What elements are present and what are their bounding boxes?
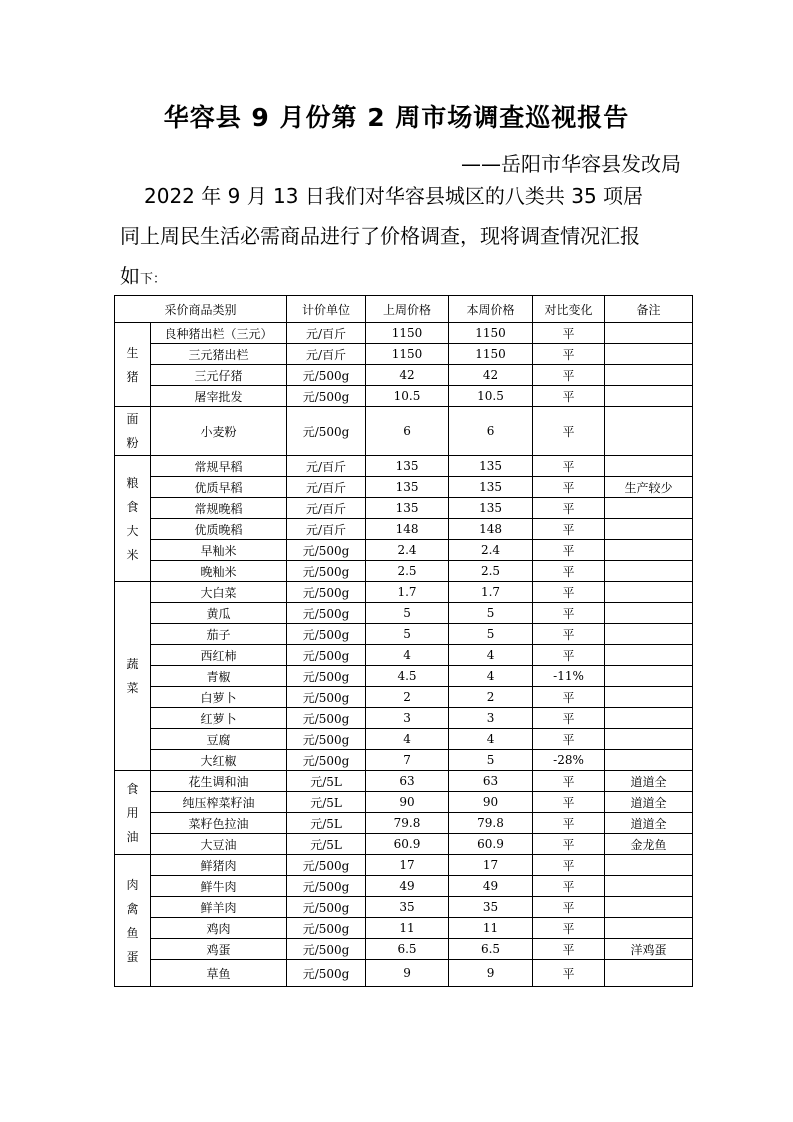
change-cell: 平 [533,708,605,729]
this-week-price-cell: 49 [449,876,533,897]
note-cell [605,876,693,897]
table-row [115,407,693,456]
this-week-price-cell: 2.5 [449,561,533,582]
table-row [115,561,693,582]
note-cell [605,687,693,708]
item-name-cell: 三元猪出栏 [151,344,287,365]
item-name-cell: 茄子 [151,624,287,645]
item-name-cell: 常规早稻 [151,456,287,477]
item-name-cell: 西红柿 [151,645,287,666]
table-row [115,456,693,477]
change-cell: 平 [533,855,605,876]
table-row [115,666,693,687]
report-author: ——岳阳市华容县发改局 [461,152,681,176]
table-row [115,519,693,540]
change-cell: 平 [533,897,605,918]
change-cell: 平 [533,582,605,603]
category-char: 油 [126,829,139,844]
category-char: 鱼 [126,925,139,940]
item-name-cell: 小麦粉 [151,407,287,456]
item-name-cell: 豆腐 [151,729,287,750]
change-cell: -28% [533,750,605,771]
table-row [115,834,693,855]
last-week-price-cell: 135 [366,456,449,477]
change-cell: 平 [533,519,605,540]
table-row [115,365,693,386]
unit-cell: 元/500g [287,918,366,939]
change-cell: 平 [533,365,605,386]
note-cell [605,498,693,519]
unit-cell: 元/500g [287,750,366,771]
category-cell [115,456,151,582]
price-table [114,295,693,987]
note-cell: 道道全 [605,792,693,813]
note-cell [605,386,693,407]
category-cell [115,855,151,987]
last-week-price-cell: 135 [366,498,449,519]
note-cell [605,855,693,876]
item-name-cell: 鸡蛋 [151,939,287,960]
last-week-price-cell: 6.5 [366,939,449,960]
category-cell [115,323,151,407]
last-week-price-cell: 6 [366,407,449,456]
note-cell: 洋鸡蛋 [605,939,693,960]
this-week-price-cell: 5 [449,603,533,624]
category-char: 食 [126,781,139,796]
table-header-row [115,296,693,323]
category-char: 生 [126,345,139,360]
intro-line-3-small: 下： [140,272,167,287]
item-name-cell: 大白菜 [151,582,287,603]
change-cell: 平 [533,456,605,477]
unit-cell: 元/500g [287,876,366,897]
change-cell: 平 [533,386,605,407]
table-row [115,498,693,519]
note-cell [605,729,693,750]
table-row [115,792,693,813]
item-name-cell: 菜籽色拉油 [151,813,287,834]
note-cell [605,456,693,477]
unit-cell: 元/500g [287,729,366,750]
header-last-week: 上周价格 [366,296,449,323]
category-char: 菜 [126,681,139,695]
table-row [115,876,693,897]
unit-cell: 元/百斤 [287,519,366,540]
note-cell [605,603,693,624]
change-cell: 平 [533,344,605,365]
intro-line-1: 2022 年 9 月 13 日我们对华容县城区的八类共 35 项居 [144,184,644,208]
change-cell: 平 [533,477,605,498]
unit-cell: 元/500g [287,365,366,386]
this-week-price-cell: 1150 [449,323,533,344]
item-name-cell: 草鱼 [151,960,287,987]
price-table-body [115,323,693,987]
note-cell [605,960,693,987]
last-week-price-cell: 9 [366,960,449,987]
category-char: 面 [126,412,139,426]
item-name-cell: 大红椒 [151,750,287,771]
unit-cell: 元/500g [287,939,366,960]
last-week-price-cell: 5 [366,624,449,645]
item-name-cell: 屠宰批发 [151,386,287,407]
unit-cell: 元/500g [287,855,366,876]
table-row [115,960,693,987]
table-row [115,939,693,960]
this-week-price-cell: 35 [449,897,533,918]
intro-line-2: 同上周民生活必需商品进行了价格调查，现将调查情况汇报 [120,224,640,248]
last-week-price-cell: 4 [366,729,449,750]
this-week-price-cell: 135 [449,498,533,519]
item-name-cell: 优质晚稻 [151,519,287,540]
this-week-price-cell: 17 [449,855,533,876]
category-char: 粮 [126,475,139,490]
item-name-cell: 花生调和油 [151,771,287,792]
last-week-price-cell: 135 [366,477,449,498]
unit-cell: 元/5L [287,792,366,813]
table-row [115,813,693,834]
this-week-price-cell: 11 [449,918,533,939]
category-char: 粉 [126,436,139,450]
item-name-cell: 鲜猪肉 [151,855,287,876]
unit-cell: 元/百斤 [287,498,366,519]
category-char: 食 [126,499,139,514]
unit-cell: 元/500g [287,582,366,603]
last-week-price-cell: 1.7 [366,582,449,603]
this-week-price-cell: 5 [449,624,533,645]
note-cell [605,645,693,666]
table-row [115,603,693,624]
last-week-price-cell: 63 [366,771,449,792]
this-week-price-cell: 60.9 [449,834,533,855]
note-cell [605,407,693,456]
last-week-price-cell: 49 [366,876,449,897]
note-cell [605,561,693,582]
table-row [115,750,693,771]
this-week-price-cell: 4 [449,729,533,750]
note-cell: 生产较少 [605,477,693,498]
change-cell: 平 [533,540,605,561]
item-name-cell: 纯压榨菜籽油 [151,792,287,813]
change-cell: 平 [533,876,605,897]
last-week-price-cell: 90 [366,792,449,813]
table-row [115,897,693,918]
last-week-price-cell: 11 [366,918,449,939]
this-week-price-cell: 90 [449,792,533,813]
this-week-price-cell: 6 [449,407,533,456]
table-row [115,582,693,603]
this-week-price-cell: 135 [449,477,533,498]
item-name-cell: 大豆油 [151,834,287,855]
last-week-price-cell: 1150 [366,344,449,365]
change-cell: 平 [533,323,605,344]
last-week-price-cell: 5 [366,603,449,624]
unit-cell: 元/500g [287,407,366,456]
last-week-price-cell: 1150 [366,323,449,344]
unit-cell: 元/500g [287,624,366,645]
table-row [115,323,693,344]
note-cell [605,708,693,729]
unit-cell: 元/百斤 [287,477,366,498]
item-name-cell: 良种猪出栏（三元） [151,323,287,344]
change-cell: 平 [533,834,605,855]
intro-line-3 [120,256,166,300]
change-cell: 平 [533,771,605,792]
unit-cell: 元/500g [287,645,366,666]
item-name-cell: 早籼米 [151,540,287,561]
last-week-price-cell: 35 [366,897,449,918]
note-cell [605,540,693,561]
this-week-price-cell: 10.5 [449,386,533,407]
unit-cell: 元/百斤 [287,323,366,344]
this-week-price-cell: 2.4 [449,540,533,561]
item-name-cell: 鸡肉 [151,918,287,939]
last-week-price-cell: 4 [366,645,449,666]
item-name-cell: 白萝卜 [151,687,287,708]
unit-cell: 元/5L [287,813,366,834]
header-note: 备注 [605,296,693,323]
note-cell [605,750,693,771]
this-week-price-cell: 3 [449,708,533,729]
item-name-cell: 晚籼米 [151,561,287,582]
note-cell: 道道全 [605,813,693,834]
table-row [115,477,693,498]
this-week-price-cell: 4 [449,645,533,666]
note-cell [605,918,693,939]
unit-cell: 元/500g [287,897,366,918]
this-week-price-cell: 1.7 [449,582,533,603]
unit-cell: 元/百斤 [287,456,366,477]
note-cell [605,897,693,918]
unit-cell: 元/5L [287,771,366,792]
last-week-price-cell: 10.5 [366,386,449,407]
change-cell: 平 [533,729,605,750]
unit-cell: 元/500g [287,960,366,987]
this-week-price-cell: 135 [449,456,533,477]
note-cell [605,582,693,603]
header-category: 采价商品类别 [115,296,287,323]
table-row [115,624,693,645]
change-cell: 平 [533,561,605,582]
table-row [115,855,693,876]
last-week-price-cell: 42 [366,365,449,386]
last-week-price-cell: 3 [366,708,449,729]
this-week-price-cell: 6.5 [449,939,533,960]
table-row [115,708,693,729]
note-cell [605,323,693,344]
last-week-price-cell: 148 [366,519,449,540]
unit-cell: 元/500g [287,603,366,624]
intro-line-3-main: 如 [120,264,140,288]
last-week-price-cell: 2.4 [366,540,449,561]
table-row [115,687,693,708]
change-cell: 平 [533,792,605,813]
this-week-price-cell: 9 [449,960,533,987]
this-week-price-cell: 1150 [449,344,533,365]
unit-cell: 元/5L [287,834,366,855]
unit-cell: 元/500g [287,561,366,582]
change-cell: 平 [533,813,605,834]
item-name-cell: 常规晚稻 [151,498,287,519]
category-char: 大 [126,523,139,538]
category-char: 米 [126,547,139,562]
category-cell [115,407,151,456]
note-cell: 金龙鱼 [605,834,693,855]
change-cell: 平 [533,498,605,519]
note-cell [605,666,693,687]
unit-cell: 元/500g [287,708,366,729]
last-week-price-cell: 2.5 [366,561,449,582]
table-row [115,729,693,750]
unit-cell: 元/500g [287,540,366,561]
category-cell [115,582,151,771]
table-row [115,918,693,939]
note-cell [605,365,693,386]
category-char: 肉 [126,877,139,892]
note-cell: 道道全 [605,771,693,792]
last-week-price-cell: 79.8 [366,813,449,834]
category-char: 禽 [126,901,139,916]
category-char: 猪 [126,369,139,384]
change-cell: 平 [533,687,605,708]
this-week-price-cell: 42 [449,365,533,386]
table-row [115,386,693,407]
table-row [115,771,693,792]
this-week-price-cell: 79.8 [449,813,533,834]
item-name-cell: 鲜牛肉 [151,876,287,897]
this-week-price-cell: 63 [449,771,533,792]
change-cell: 平 [533,918,605,939]
table-row [115,540,693,561]
note-cell [605,344,693,365]
change-cell: 平 [533,624,605,645]
table-row [115,645,693,666]
item-name-cell: 青椒 [151,666,287,687]
last-week-price-cell: 4.5 [366,666,449,687]
category-char: 用 [126,805,139,820]
category-char: 蛋 [126,949,139,964]
item-name-cell: 黄瓜 [151,603,287,624]
unit-cell: 元/500g [287,666,366,687]
this-week-price-cell: 5 [449,750,533,771]
header-this-week: 本周价格 [449,296,533,323]
header-change: 对比变化 [533,296,605,323]
change-cell: 平 [533,960,605,987]
change-cell: -11% [533,666,605,687]
item-name-cell: 优质早稻 [151,477,287,498]
this-week-price-cell: 2 [449,687,533,708]
change-cell: 平 [533,603,605,624]
last-week-price-cell: 60.9 [366,834,449,855]
change-cell: 平 [533,645,605,666]
note-cell [605,624,693,645]
unit-cell: 元/百斤 [287,344,366,365]
unit-cell: 元/500g [287,687,366,708]
last-week-price-cell: 7 [366,750,449,771]
category-cell [115,771,151,855]
item-name-cell: 鲜羊肉 [151,897,287,918]
table-row [115,344,693,365]
category-char: 蔬 [126,657,139,671]
change-cell: 平 [533,407,605,456]
report-title: 华容县 9 月份第 2 周市场调查巡视报告 [163,103,630,132]
header-unit: 计价单位 [287,296,366,323]
this-week-price-cell: 148 [449,519,533,540]
item-name-cell: 红萝卜 [151,708,287,729]
last-week-price-cell: 2 [366,687,449,708]
this-week-price-cell: 4 [449,666,533,687]
unit-cell: 元/500g [287,386,366,407]
item-name-cell: 三元仔猪 [151,365,287,386]
change-cell: 平 [533,939,605,960]
note-cell [605,519,693,540]
last-week-price-cell: 17 [366,855,449,876]
